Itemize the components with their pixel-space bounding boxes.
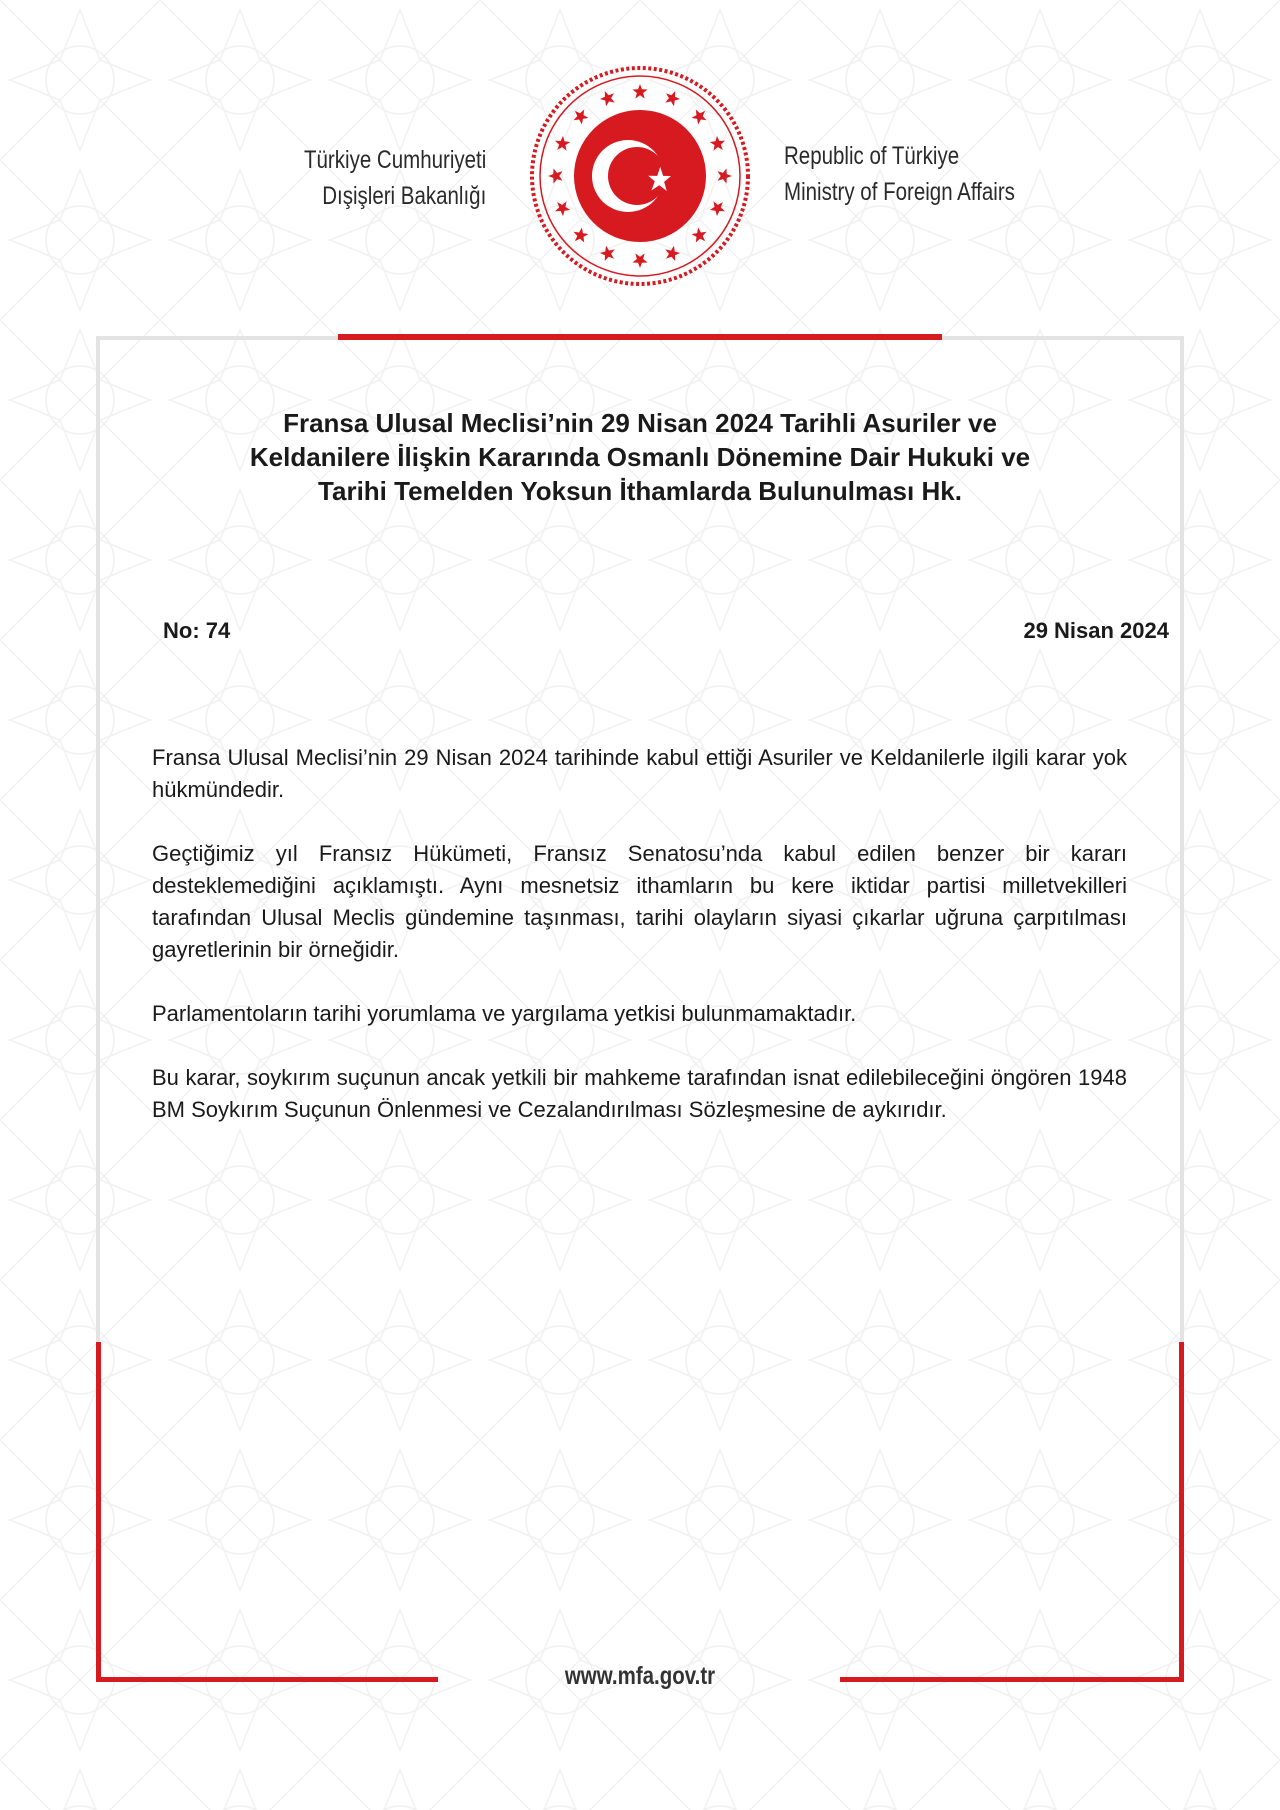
frame-bottom-red-right bbox=[840, 1677, 1184, 1682]
emblem-star-icon bbox=[632, 254, 647, 269]
emblem-star-icon bbox=[632, 84, 647, 99]
frame-bottom-red-left bbox=[96, 1677, 438, 1682]
emblem-star-icon bbox=[710, 201, 725, 216]
header-left-line2: Dışişleri Bakanlığı bbox=[321, 182, 486, 210]
emblem-star-icon bbox=[574, 110, 589, 125]
emblem-star-icon bbox=[692, 228, 707, 243]
emblem-star-icon bbox=[665, 246, 680, 261]
emblem-star-icon bbox=[555, 136, 570, 151]
frame-left-grey bbox=[96, 336, 100, 1342]
header-turkish-name bbox=[304, 142, 486, 214]
paragraph-4: Bu karar, soykırım suçunun ancak yetkili bir mahkeme tarafından isnat edilebileceğini öngören 1948 BM Soykırım Suçunun Önlenmesi ve Cezalandırılması Sözleşmesine de aykırıdır. bbox=[152, 1065, 1127, 1122]
emblem-star-icon bbox=[710, 136, 725, 151]
title-line1: Fransa Ulusal Meclisi’nin 29 Nisan 2024 Tarihli Asuriler ve bbox=[283, 408, 997, 438]
frame-right-grey bbox=[1180, 336, 1184, 1342]
turkish-mfa-emblem-icon bbox=[527, 63, 753, 289]
statement-date: 29 Nisan 2024 bbox=[1023, 618, 1169, 643]
emblem-star-icon bbox=[548, 168, 563, 183]
emblem-star-icon bbox=[574, 228, 589, 243]
title-line3: Tarihi Temelden Yoksun İthamlarda Bulunulması Hk. bbox=[318, 476, 962, 506]
emblem-star-icon bbox=[718, 168, 733, 183]
footer-website-link[interactable]: www.mfa.gov.tr bbox=[564, 1662, 716, 1690]
document-title bbox=[130, 406, 1150, 508]
frame-top-red-line bbox=[338, 334, 942, 340]
emblem-star-icon bbox=[692, 110, 707, 125]
title-line2: Keldanilere İlişkin Kararında Osmanlı Dönemine Dair Hukuki ve bbox=[249, 442, 1031, 472]
header-right-line1: Republic of Türkiye bbox=[784, 142, 960, 170]
frame-top-grey-left bbox=[96, 336, 338, 340]
header-right-line2: Ministry of Foreign Affairs bbox=[784, 178, 1015, 206]
frame-top-grey-right bbox=[942, 336, 1184, 340]
statement-body bbox=[152, 742, 1127, 1158]
header-english-name bbox=[784, 138, 1015, 210]
frame-right-red bbox=[1179, 1342, 1184, 1682]
statement-number: No: 74 bbox=[163, 618, 231, 643]
paragraph-2: Geçtiğimiz yıl Fransız Hükümeti, Fransız Senatosu’nda kabul edilen benzer bir kararı desteklemediğini açıklamıştı. Aynı mesnetsiz ithamların bu kere iktidar partisi milletvekilleri tarafından Ulusal Meclis gündemine taşınması, tarihi olayların siyasi çıkarlar uğruna çarpıtılması gayretlerinin bir örneğidir. bbox=[152, 841, 1127, 962]
emblem-star-icon bbox=[600, 91, 615, 106]
emblem-star-icon bbox=[665, 91, 680, 106]
emblem-star-icon bbox=[555, 201, 570, 216]
paragraph-3: Parlamentoların tarihi yorumlama ve yargılama yetkisi bulunmamaktadır. bbox=[152, 1001, 857, 1026]
header-left-line1: Türkiye Cumhuriyeti bbox=[303, 146, 486, 174]
frame-left-red bbox=[96, 1342, 101, 1682]
emblem-star-icon bbox=[600, 246, 615, 261]
paragraph-1: Fransa Ulusal Meclisi’nin 29 Nisan 2024 tarihinde kabul ettiği Asuriler ve Keldanilerle ilgili karar yok hükmündedir. bbox=[152, 745, 1127, 802]
